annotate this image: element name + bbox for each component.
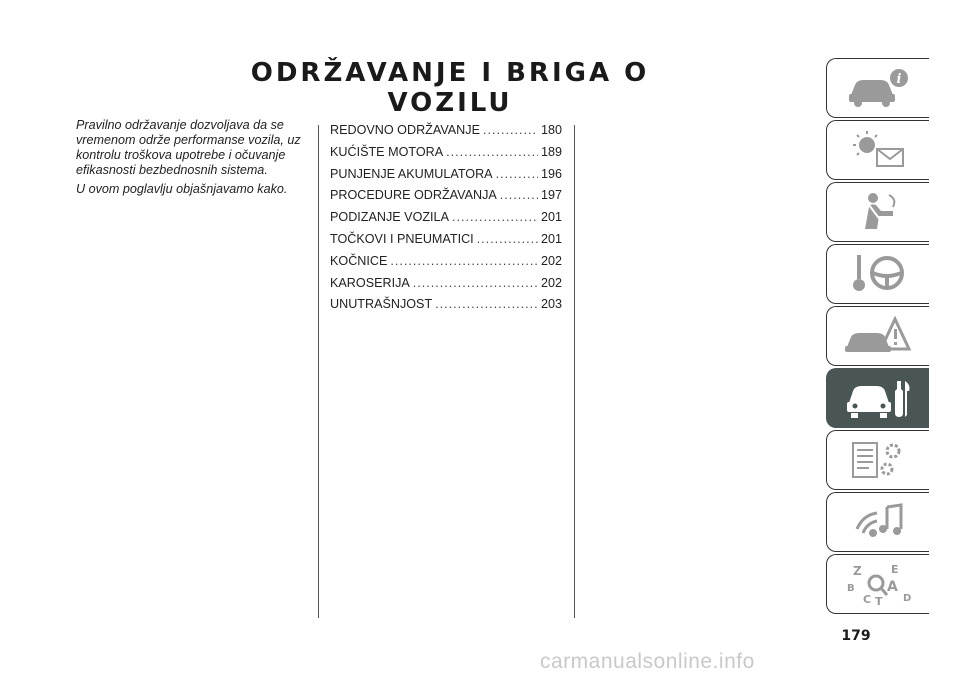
toc-dot-leader [413,276,538,290]
page-number: 179 [841,628,871,644]
column-divider [574,125,575,618]
chapter-tab-maintenance[interactable] [826,368,929,428]
toc-entry[interactable] [330,276,562,298]
toc-entry[interactable] [330,167,562,189]
toc-entry-page: 202 [540,275,562,290]
index-letter: B [847,583,855,594]
chapter-tab-car-info[interactable] [826,58,929,118]
car-accident-icon [843,313,913,359]
toc-dot-leader [500,188,538,202]
toc-dot-leader [496,167,538,181]
toc-entry-page: 201 [540,231,562,246]
chapter-tab-index[interactable] [826,554,929,614]
toc-entry-label: PUNJENJE AKUMULATORA [330,166,493,181]
toc-entry[interactable] [330,254,562,276]
index-letter: Z [853,564,862,578]
index-letter: A [887,579,898,595]
warning-lights-icon [843,127,913,173]
toc-entry-page: 197 [540,188,562,203]
index-letter: C [863,593,872,606]
technical-data-icon [843,437,913,483]
index-letter: D [903,593,912,604]
toc-entry-label: KAROSERIJA [330,275,410,290]
chapter-title: ODRŽAVANJE I BRIGA O VOZILU [250,58,650,118]
toc-dot-leader [483,123,538,137]
index-letter: T [875,595,883,607]
column-divider [318,125,319,618]
toc-dot-leader [452,210,538,224]
toc-entry[interactable] [330,232,562,254]
car-maintenance-icon [843,375,913,421]
toc-dot-leader [390,254,538,268]
toc-entry[interactable] [330,188,562,210]
car-info-icon [843,65,913,111]
toc-entry-label: PROCEDURE ODRŽAVANJA [330,188,497,203]
toc-entry-label: TOČKOVI I PNEUMATICI [330,231,474,246]
key-steering-wheel-icon [843,251,913,297]
intro-paragraph: Pravilno održavanje dozvoljava da se vremenom održe performanse vozila, uz kontrolu troškova upotrebe i očuvanje efikasnosti bezbednosnih sistema. [76,118,301,177]
chapter-tab-technical-data[interactable] [826,430,929,490]
chapter-tab-warning-lights[interactable] [826,120,929,180]
toc-dot-leader [446,145,538,159]
toc-entry[interactable] [330,297,562,319]
svg-text:i: i [896,72,902,87]
chapter-tab-emergency[interactable] [826,306,929,366]
toc-entry[interactable] [330,123,562,145]
toc-entry-label: REDOVNO ODRŽAVANJE [330,123,480,137]
toc-entry[interactable] [330,145,562,167]
toc-entry-page: 196 [540,166,562,181]
toc-entry-page: 202 [540,253,562,268]
toc-entry-label: PODIZANJE VOZILA [330,210,449,225]
intro-paragraph: U ovom poglavlju objašnjavamo kako. [76,182,288,196]
toc-entry[interactable] [330,210,562,232]
toc-entry-page: 180 [540,123,562,137]
index-letter: E [891,563,899,576]
watermark: carmanualsonline.info [540,650,755,673]
toc-entry-page: 201 [540,210,562,225]
chapter-tab-starting-driving[interactable] [826,244,929,304]
multimedia-icon [843,499,913,545]
toc-entry-label: KOČNICE [330,253,388,268]
table-of-contents [330,123,562,319]
chapter-intro [76,118,306,201]
chapter-tab-safety[interactable] [826,182,929,242]
toc-entry-page: 189 [540,144,562,159]
seat-safety-icon [843,189,913,235]
toc-entry-label: UNUTRAŠNJOST [330,297,433,312]
chapter-tab-multimedia[interactable] [826,492,929,552]
toc-entry-page: 203 [540,297,562,312]
toc-dot-leader [477,232,538,246]
alphabetical-index-icon [843,561,913,607]
toc-dot-leader [435,297,538,311]
toc-entry-label: KUĆIŠTE MOTORA [330,144,444,159]
